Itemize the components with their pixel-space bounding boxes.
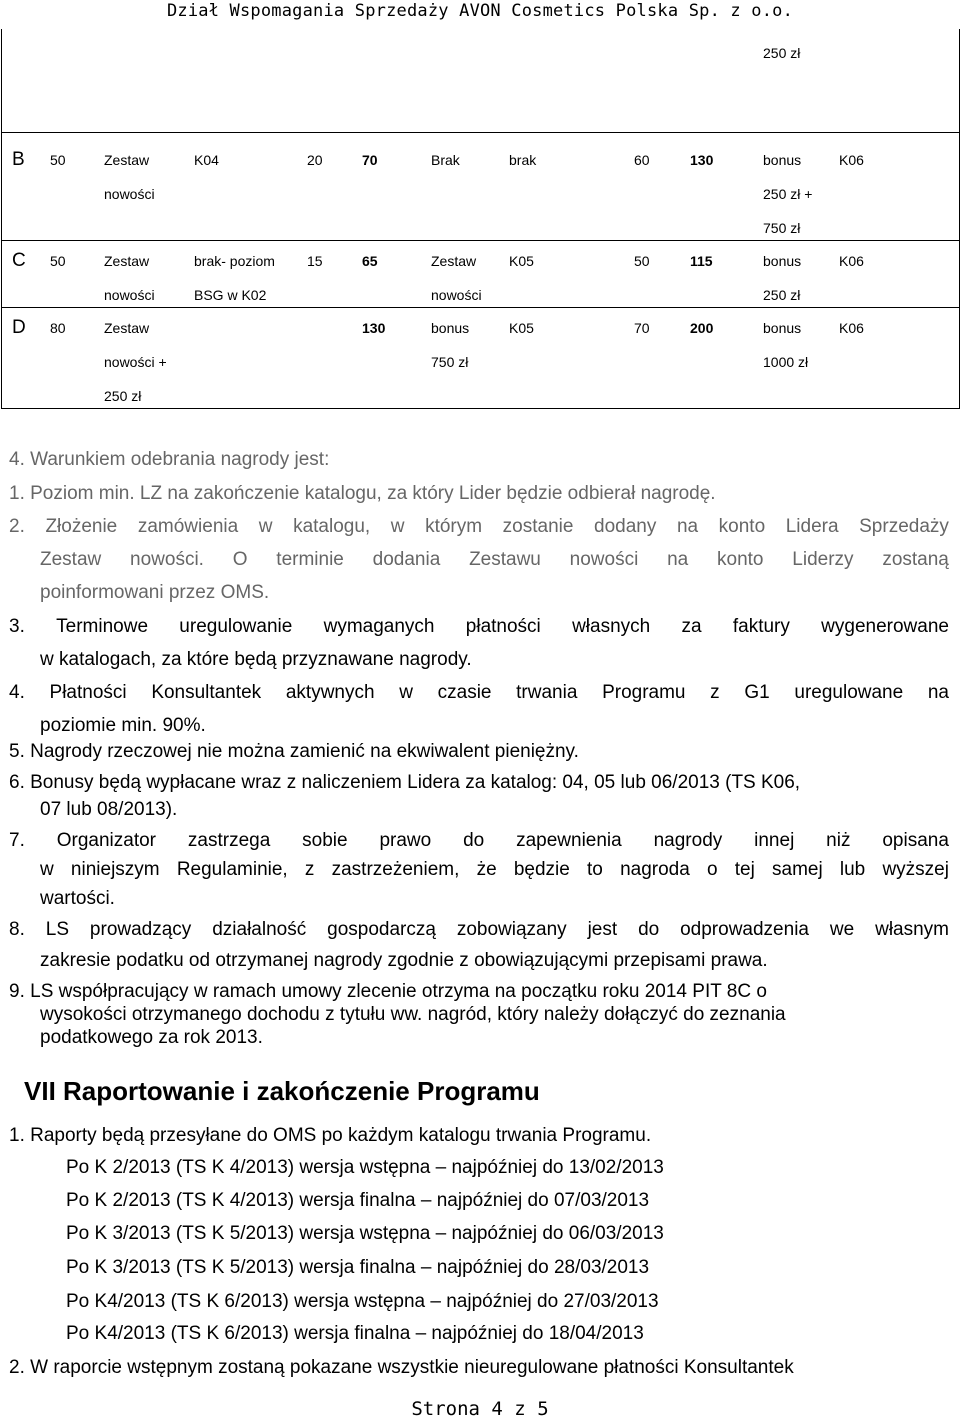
word: 8. — [9, 919, 25, 940]
table-cell: bonus — [763, 320, 802, 336]
table-cell: bonus — [431, 320, 470, 336]
word: we — [829, 919, 855, 940]
word: zastrzeżeniem, — [331, 859, 460, 880]
word: Programu — [602, 682, 686, 703]
condition-item — [9, 681, 949, 705]
condition-item — [9, 829, 949, 853]
word: G1 — [744, 682, 770, 703]
word: Złożenie — [45, 516, 118, 537]
table-cell: Zestaw — [104, 152, 150, 168]
table-cell: 115 — [690, 253, 713, 269]
condition-item-cont: poziomie min. 90%. — [40, 715, 206, 736]
table-cell: 65 — [362, 253, 378, 269]
word: prowadzący — [89, 919, 192, 940]
table-cell: 50 — [634, 253, 650, 269]
word: faktury — [732, 616, 790, 637]
condition-item-cont: poinformowani przez OMS. — [40, 582, 270, 603]
table-cell: 750 zł — [431, 354, 469, 370]
word: zamówienia — [137, 516, 239, 537]
word: o — [706, 859, 718, 880]
table-cell: 50 — [50, 152, 66, 168]
word: innej — [754, 830, 795, 851]
word: że — [476, 859, 497, 880]
schedule-line: Po K 2/2013 (TS K 4/2013) wersja finalna – najpóźniej do 07/03/2013 — [66, 1190, 650, 1211]
table-cell: nowości — [104, 186, 155, 202]
word: trwania — [516, 682, 578, 703]
table-cell: nowości — [431, 287, 482, 303]
word: w — [40, 859, 54, 880]
report-item: 2. W raporcie wstępnym zostaną pokazane wszystkie nieuregulowane płatności Konsultantek — [9, 1357, 794, 1378]
word: to — [587, 859, 603, 880]
report-item: 1. Raporty będą przesyłane do OMS po każdym katalogu trwania Programu. — [9, 1125, 652, 1146]
word: samej — [772, 859, 823, 880]
word: dodania — [372, 549, 441, 570]
table-divider — [1, 132, 959, 133]
word: z — [710, 682, 720, 703]
schedule-line: Po K4/2013 (TS K 6/2013) wersja finalna – najpóźniej do 18/04/2013 — [66, 1323, 644, 1344]
table-cell: K04 — [194, 152, 219, 168]
condition-item — [9, 615, 949, 639]
word: aktywnych — [285, 682, 375, 703]
table-cell: K06 — [839, 253, 864, 269]
word: 4. — [9, 682, 25, 703]
table-divider — [1, 240, 959, 241]
schedule-line: Po K 2/2013 (TS K 4/2013) wersja wstępna – najpóźniej do 13/02/2013 — [66, 1157, 664, 1178]
table-cell: Zestaw — [104, 320, 150, 336]
word: odprowadzenia — [680, 919, 809, 940]
word: wygenerowane — [821, 616, 949, 637]
condition-item: 5. Nagrody rzeczowej nie można zamienić na ekwiwalent pieniężny. — [9, 741, 579, 762]
word: z — [304, 859, 315, 880]
word: uregulowanie — [179, 616, 293, 637]
word: na — [667, 549, 689, 570]
schedule-line: Po K 3/2013 (TS K 5/2013) wersja finalna – najpóźniej do 28/03/2013 — [66, 1257, 650, 1278]
word: w — [399, 682, 413, 703]
level-label: C — [12, 250, 26, 271]
word: własnym — [875, 919, 949, 940]
word: Liderzy — [792, 549, 854, 570]
word: niż — [826, 830, 851, 851]
word: prawo — [379, 830, 432, 851]
table-cell: brak- poziom — [194, 253, 275, 269]
word: nowości. — [130, 549, 204, 570]
word: gospodarczą — [327, 919, 436, 940]
word: O — [232, 549, 248, 570]
page-footer: Strona 4 z 5 — [411, 1398, 549, 1420]
word: w — [258, 516, 273, 537]
table-cell: K06 — [839, 152, 864, 168]
condition-item-cont: zakresie podatku od otrzymanej nagrody zgodnie z obowiązującymi przepisami prawa. — [40, 950, 768, 971]
word: w — [390, 516, 405, 537]
condition-item-cont: 07 lub 08/2013). — [40, 799, 178, 820]
table-cell: Brak — [431, 152, 460, 168]
word: katalogu, — [293, 516, 371, 537]
condition-item — [9, 515, 949, 539]
word: na — [676, 516, 699, 537]
word: zastrzega — [187, 830, 271, 851]
word: własnych — [572, 616, 651, 637]
word: czasie — [437, 682, 492, 703]
word: tej — [734, 859, 755, 880]
table-cell: 70 — [362, 152, 378, 168]
word: do — [463, 830, 485, 851]
word: nowości — [569, 549, 639, 570]
condition-item-cont: wysokości otrzymanego dochodu z tytułu ww. nagród, który należy dołączyć do zeznania — [40, 1004, 786, 1025]
table-cell: brak — [509, 152, 537, 168]
word: Regulaminie, — [176, 859, 288, 880]
table-cell: 250 zł — [763, 287, 801, 303]
condition-item: 1. Poziom min. LZ na zakończenie katalogu, za który Lider będzie odbierał nagrodę. — [9, 483, 716, 504]
word: płatności — [465, 616, 541, 637]
word: 3. — [9, 616, 25, 637]
condition-item-cont — [40, 858, 949, 882]
word: Zestawu — [469, 549, 541, 570]
word: lub — [839, 859, 866, 880]
condition-item-cont — [40, 548, 949, 572]
table-cell: bonus — [763, 152, 802, 168]
table-cell: 250 zł — [763, 45, 801, 61]
word: którym — [425, 516, 483, 537]
word: opisana — [882, 830, 949, 851]
word: zostaną — [882, 549, 949, 570]
word: 7. — [9, 830, 25, 851]
page-header: Dział Wspomagania Sprzedaży AVON Cosmetics Polska Sp. z o.o. — [166, 1, 794, 21]
condition-item: 9. LS współpracujący w ramach umowy zlecenie otrzyma na początku roku 2014 PIT 8C o — [9, 981, 767, 1002]
level-label: D — [12, 317, 26, 338]
word: Zestaw — [40, 549, 102, 570]
word: wyższej — [882, 859, 949, 880]
word: Płatności — [49, 682, 127, 703]
condition-item: 6. Bonusy będą wypłacane wraz z naliczeniem Lidera za katalog: 04, 05 lub 06/2013 (TS K06, — [9, 772, 801, 793]
table-cell: 130 — [690, 152, 714, 168]
table-cell: 200 — [690, 320, 714, 336]
word: dodany — [594, 516, 657, 537]
word: LS — [45, 919, 70, 940]
table-cell: Zestaw — [104, 253, 150, 269]
condition-item-cont: w katalogach, za które będą przyznawane nagrody. — [40, 649, 472, 670]
section-title: VII Raportowanie i zakończenie Programu — [24, 1076, 540, 1106]
conditions-intro: 4. Warunkiem odebrania nagrody jest: — [9, 449, 330, 470]
condition-item — [9, 918, 949, 942]
word: Lidera — [785, 516, 839, 537]
condition-item-cont: wartości. — [40, 888, 115, 909]
table-cell: K05 — [509, 253, 534, 269]
table-cell: 250 zł — [104, 388, 142, 404]
table-cell: 60 — [634, 152, 650, 168]
table-cell: nowości — [104, 287, 155, 303]
word: sobie — [302, 830, 348, 851]
table-cell: 70 — [634, 320, 650, 336]
table-cell: nowości + — [104, 354, 167, 370]
word: za — [681, 616, 702, 637]
word: terminie — [276, 549, 344, 570]
table-cell: K06 — [839, 320, 864, 336]
word: Terminowe — [56, 616, 149, 637]
word: do — [638, 919, 660, 940]
table-cell: 50 — [50, 253, 66, 269]
word: 2. — [9, 516, 25, 537]
table-cell: 250 zł + — [763, 186, 813, 202]
word: zobowiązany — [456, 919, 567, 940]
word: wymaganych — [323, 616, 435, 637]
table-divider — [1, 307, 959, 308]
table-frame — [1, 29, 960, 409]
word: nagroda — [620, 859, 690, 880]
condition-item-cont: podatkowego za rok 2013. — [40, 1027, 263, 1048]
word: niniejszym — [70, 859, 160, 880]
word: Konsultantek — [151, 682, 262, 703]
table-cell: 1000 zł — [763, 354, 809, 370]
table-cell: 750 zł — [763, 220, 801, 236]
word: zapewnienia — [516, 830, 622, 851]
word: nagrody — [653, 830, 723, 851]
table-cell: K05 — [509, 320, 534, 336]
table-cell: BSG w K02 — [194, 287, 267, 303]
word: zostanie — [502, 516, 574, 537]
word: jest — [587, 919, 618, 940]
table-cell: 20 — [307, 152, 323, 168]
level-label: B — [12, 149, 25, 170]
word: konto — [717, 549, 764, 570]
table-cell: 15 — [307, 253, 323, 269]
word: konto — [718, 516, 766, 537]
table-cell: 80 — [50, 320, 66, 336]
word: na — [927, 682, 949, 703]
table-cell: Zestaw — [431, 253, 477, 269]
word: będzie — [513, 859, 570, 880]
word: działalność — [212, 919, 307, 940]
table-cell: bonus — [763, 253, 802, 269]
word: Sprzedaży — [859, 516, 949, 537]
word: uregulowane — [794, 682, 904, 703]
schedule-line: Po K4/2013 (TS K 6/2013) wersja wstępna – najpóźniej do 27/03/2013 — [66, 1291, 659, 1312]
word: Organizator — [56, 830, 157, 851]
schedule-line: Po K 3/2013 (TS K 5/2013) wersja wstępna – najpóźniej do 06/03/2013 — [66, 1223, 664, 1244]
table-cell: 130 — [362, 320, 386, 336]
